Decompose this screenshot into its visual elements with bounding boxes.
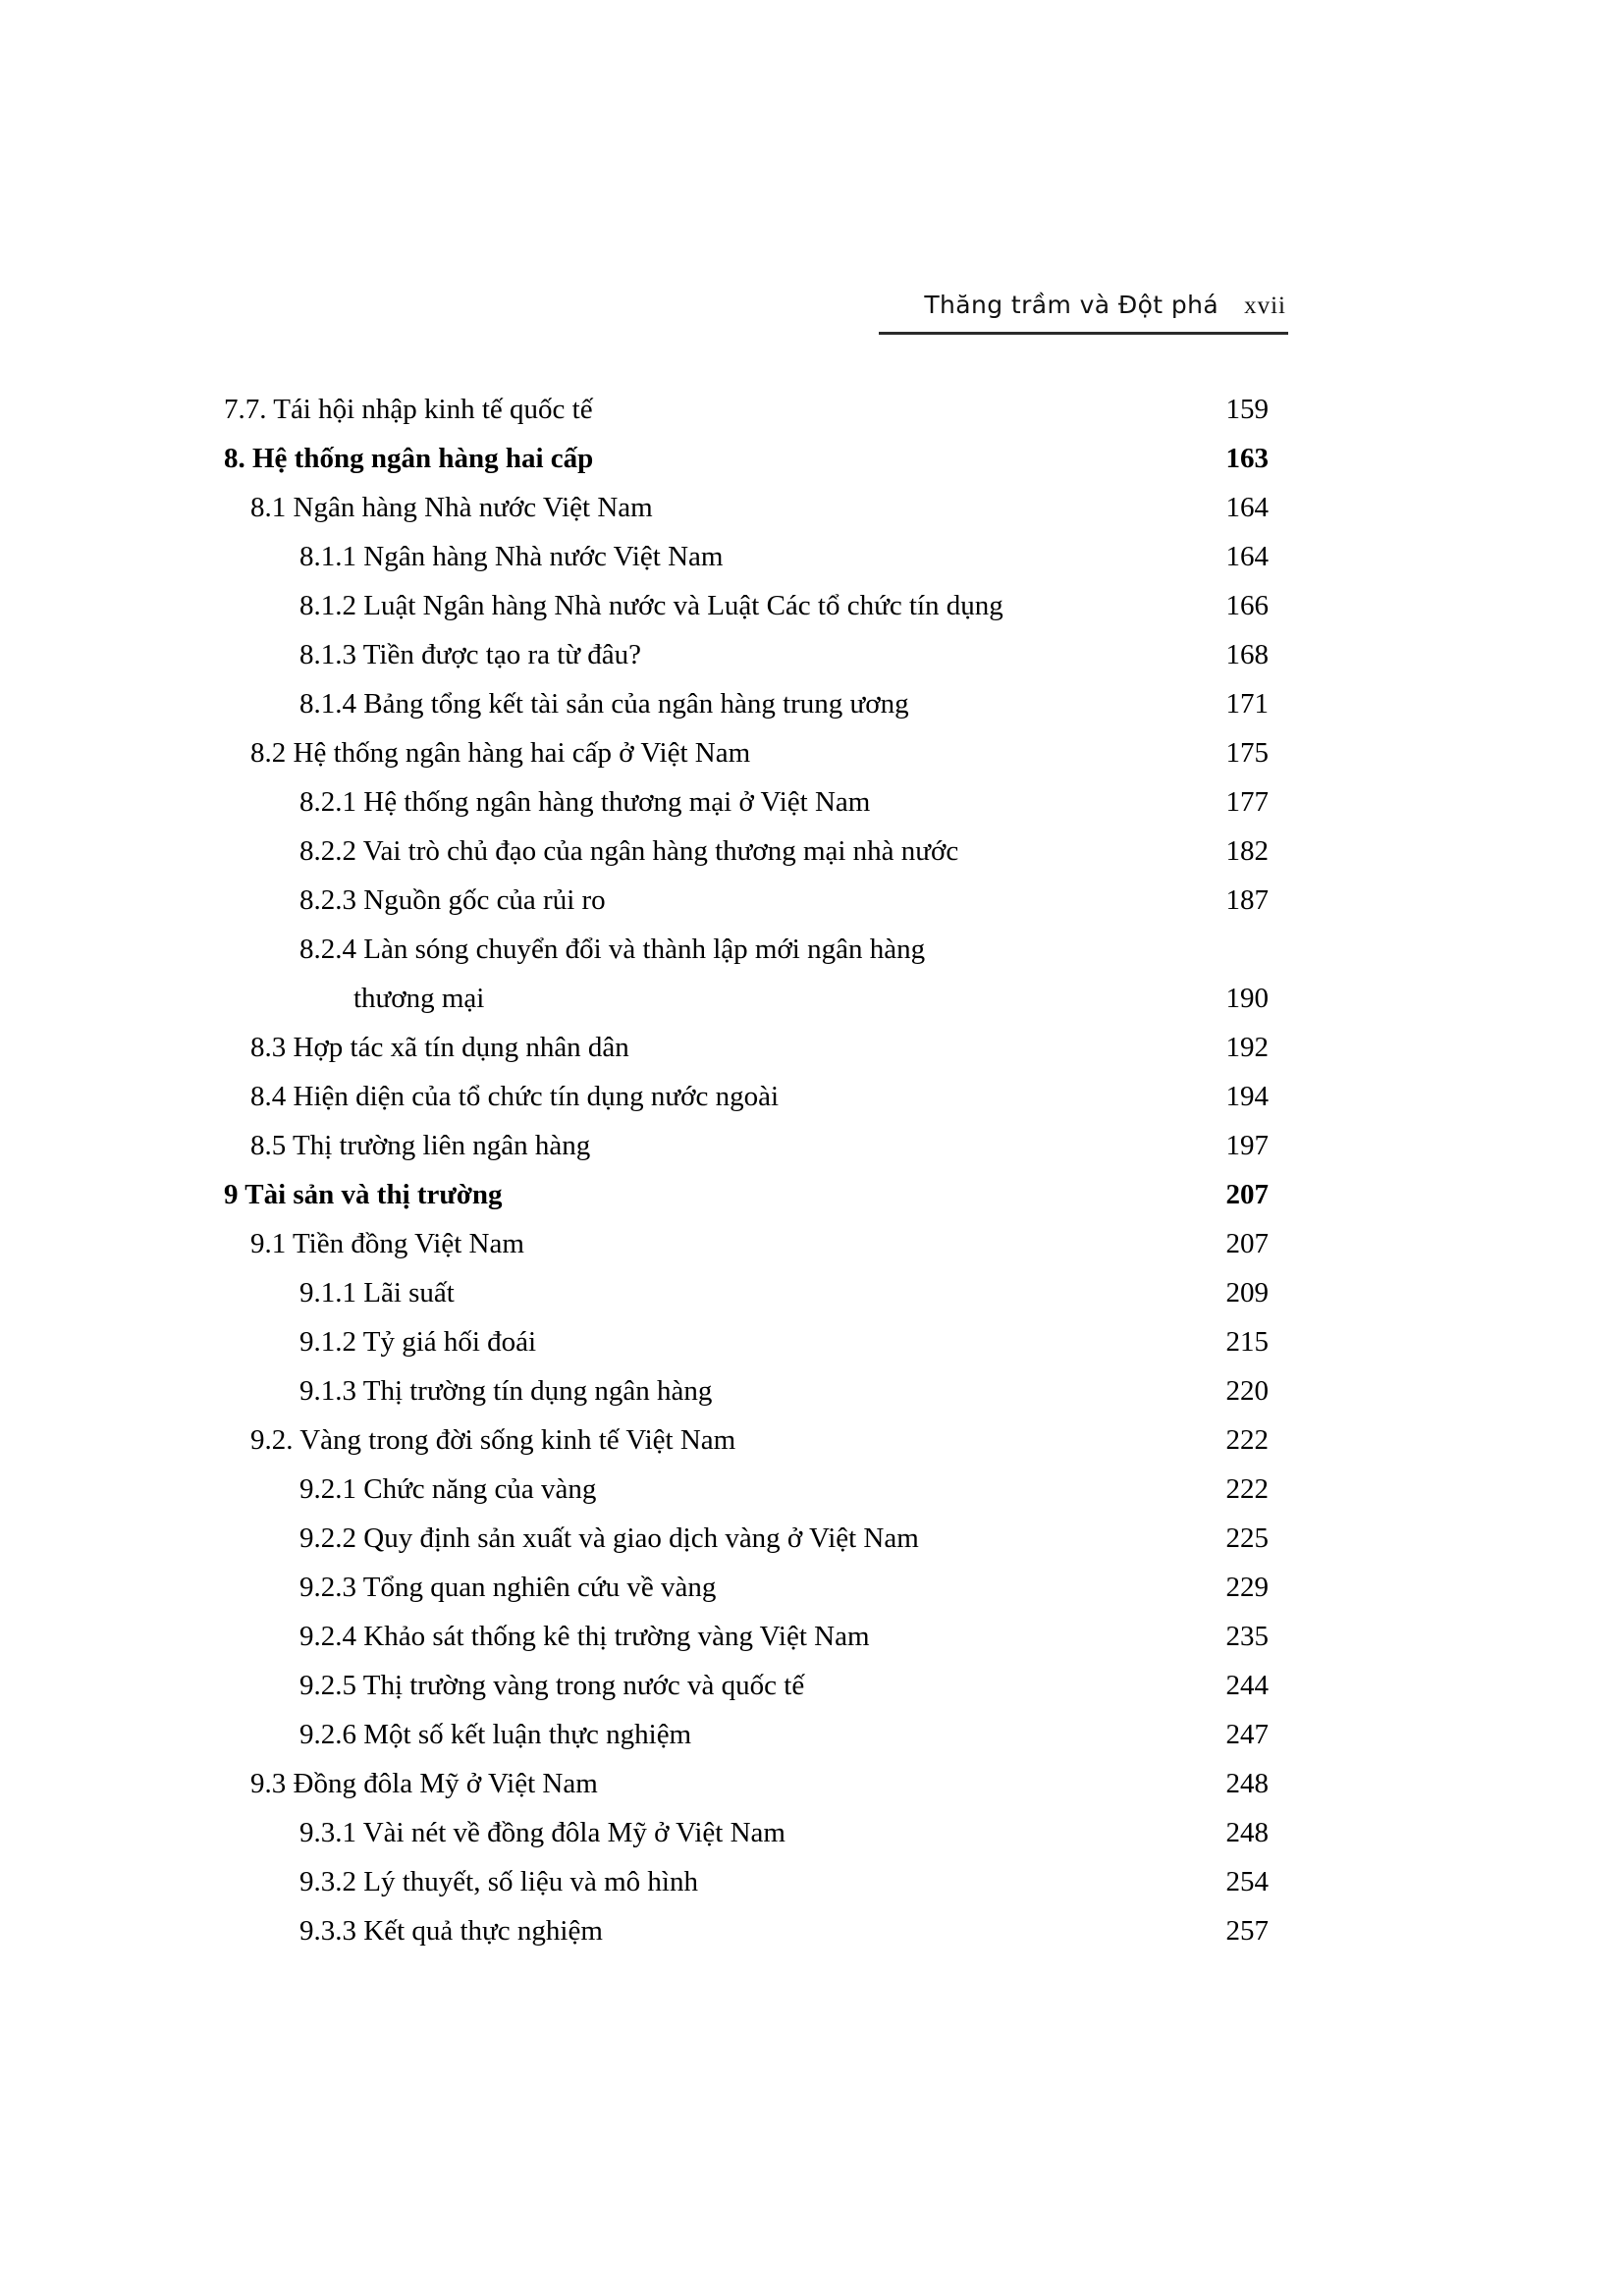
toc-entry-title: 9.2.5 Thị trường vàng trong nước và quốc tế — [299, 1670, 805, 1701]
toc-entry-title: 8.1.2 Luật Ngân hàng Nhà nước và Luật Các tổ chức tín dụng — [299, 590, 1003, 621]
toc-dot-leader — [533, 1224, 1190, 1253]
toc-entry-page-number: 175 — [1225, 737, 1269, 769]
toc-entry-page-number: 235 — [1225, 1621, 1269, 1652]
toc-dot-leader — [1003, 586, 1190, 614]
table-of-contents — [0, 385, 1624, 1955]
toc-entry[interactable] — [0, 1366, 1269, 1415]
toc-entry-title: 9 Tài sản và thị trường — [224, 1179, 503, 1210]
toc-dot-leader — [750, 733, 1190, 762]
toc-entry-title: 9.1 Tiền đồng Việt Nam — [250, 1228, 524, 1259]
toc-entry-page-number: 207 — [1225, 1228, 1269, 1259]
toc-entry[interactable] — [0, 1415, 1269, 1465]
toc-dot-leader — [593, 439, 1200, 467]
toc-dot-leader — [603, 1911, 1190, 1940]
toc-entry-title: 8.1.1 Ngân hàng Nhà nước Việt Nam — [299, 541, 724, 572]
toc-entry-page-number: 215 — [1225, 1326, 1269, 1358]
toc-entry[interactable] — [0, 1612, 1269, 1661]
toc-dot-leader — [879, 1617, 1201, 1645]
toc-entry-page-number: 164 — [1225, 541, 1269, 572]
toc-dot-leader — [605, 1469, 1190, 1498]
toc-entry-page-number: 166 — [1225, 590, 1269, 621]
toc-entry-title: thương mại — [353, 983, 485, 1014]
toc-entry[interactable] — [0, 434, 1269, 483]
toc-entry-page-number: 254 — [1225, 1866, 1269, 1897]
toc-entry-page-number: 190 — [1225, 983, 1269, 1014]
toc-entry[interactable] — [0, 1661, 1269, 1710]
toc-entry-page-number: 159 — [1225, 394, 1269, 425]
toc-entry-page-number: 247 — [1225, 1719, 1269, 1750]
toc-entry-page-number: 187 — [1225, 884, 1269, 916]
toc-entry[interactable] — [0, 876, 1269, 925]
toc-entry[interactable] — [0, 1121, 1269, 1170]
toc-entry[interactable] — [0, 532, 1269, 581]
toc-entry-title: 8.3 Hợp tác xã tín dụng nhân dân — [250, 1032, 629, 1063]
toc-entry-page-number: 248 — [1225, 1768, 1269, 1799]
toc-entry-page-number: 192 — [1225, 1032, 1269, 1063]
toc-dot-leader — [590, 1126, 1190, 1154]
toc-dot-leader — [698, 1862, 1190, 1891]
toc-entry[interactable] — [0, 483, 1269, 532]
toc-entry-title: 8.1 Ngân hàng Nhà nước Việt Nam — [250, 492, 653, 523]
toc-entry[interactable] — [0, 827, 1269, 876]
toc-dot-leader — [606, 881, 1190, 909]
toc-entry[interactable] — [0, 1465, 1269, 1514]
toc-entry-title: 9.3.1 Vài nét về đồng đôla Mỹ ở Việt Nam — [299, 1817, 785, 1848]
toc-entry[interactable] — [0, 1317, 1269, 1366]
toc-entry-title: 8. Hệ thống ngân hàng hai cấp — [224, 443, 594, 474]
toc-entry[interactable] — [0, 630, 1269, 679]
toc-entry[interactable] — [0, 1906, 1269, 1955]
toc-entry-page-number: 182 — [1225, 835, 1269, 867]
toc-entry-title: 9.1.3 Thị trường tín dụng ngân hàng — [299, 1375, 713, 1407]
toc-entry-page-number: 257 — [1225, 1915, 1269, 1947]
toc-entry-page-number: 168 — [1225, 639, 1269, 670]
toc-entry-page-number: 164 — [1225, 492, 1269, 523]
toc-dot-leader — [721, 1371, 1190, 1400]
toc-entry[interactable] — [0, 1759, 1269, 1808]
toc-entry-page-number: 225 — [1225, 1522, 1269, 1554]
toc-entry-title: 8.1.4 Bảng tổng kết tài sản của ngân hàng trung ương — [299, 688, 909, 720]
toc-entry-page-number: 197 — [1225, 1130, 1269, 1161]
toc-entry[interactable] — [0, 728, 1269, 777]
toc-entry[interactable] — [0, 1563, 1269, 1612]
toc-dot-leader — [794, 1813, 1190, 1842]
toc-entry-title: 9.1.1 Lãi suất — [299, 1277, 455, 1308]
toc-entry-title: 9.1.2 Tỷ giá hối đoái — [299, 1326, 537, 1358]
toc-dot-leader — [919, 1519, 1200, 1547]
toc-entry[interactable] — [0, 1808, 1269, 1857]
toc-entry-page-number: 220 — [1225, 1375, 1269, 1407]
toc-dot-leader — [879, 782, 1200, 811]
toc-entry-page-number: 207 — [1225, 1179, 1269, 1210]
toc-entry-title: 9.3.2 Lý thuyết, số liệu và mô hình — [299, 1866, 698, 1897]
toc-entry-page-number: 248 — [1225, 1817, 1269, 1848]
running-header — [879, 291, 1286, 320]
toc-dot-leader — [455, 1273, 1190, 1302]
toc-entry[interactable] — [0, 1170, 1269, 1219]
toc-entry-page-number: 222 — [1225, 1473, 1269, 1505]
toc-dot-leader — [804, 1666, 1190, 1694]
toc-entry-title: 9.3.3 Kết quả thực nghiệm — [299, 1915, 603, 1947]
toc-entry[interactable] — [0, 1219, 1269, 1268]
page-folio: xvii — [1244, 293, 1286, 319]
toc-dot-leader — [967, 831, 1200, 860]
toc-dot-leader — [593, 390, 1190, 418]
toc-dot-leader — [723, 537, 1190, 565]
toc-entry-title: 9.3 Đồng đôla Mỹ ở Việt Nam — [250, 1768, 598, 1799]
toc-entry-title: 8.2.2 Vai trò chủ đạo của ngân hàng thương mại nhà nước — [299, 835, 959, 867]
toc-dot-leader — [662, 488, 1190, 516]
toc-entry-page-number: 171 — [1225, 688, 1269, 720]
toc-dot-leader — [909, 684, 1190, 713]
toc-entry[interactable] — [0, 1072, 1269, 1121]
toc-entry-title: 8.4 Hiện diện của tổ chức tín dụng nước ngoài — [250, 1081, 780, 1112]
toc-entry[interactable] — [0, 1268, 1269, 1317]
toc-dot-leader — [735, 1420, 1190, 1449]
toc-entry-page-number: 244 — [1225, 1670, 1269, 1701]
toc-dot-leader — [484, 979, 1190, 1007]
toc-entry[interactable] — [0, 1514, 1269, 1563]
toc-entry[interactable] — [0, 1857, 1269, 1906]
toc-entry-page-number: 177 — [1225, 786, 1269, 818]
toc-dot-leader — [598, 1764, 1190, 1792]
toc-entry-title: 9.2.6 Một số kết luận thực nghiệm — [299, 1719, 692, 1750]
toc-entry-title: 8.2.1 Hệ thống ngân hàng thương mại ở Việt Nam — [299, 786, 871, 818]
toc-entry[interactable] — [0, 974, 1269, 1023]
toc-entry-page-number: 194 — [1225, 1081, 1269, 1112]
toc-entry[interactable] — [0, 777, 1269, 827]
toc-entry-page-number: 209 — [1225, 1277, 1269, 1308]
toc-dot-leader — [638, 1028, 1190, 1056]
toc-dot-leader — [641, 635, 1190, 664]
toc-entry-page-number: 163 — [1225, 443, 1269, 474]
toc-entry-title: 8.2.3 Nguồn gốc của rủi ro — [299, 884, 606, 916]
toc-entry[interactable] — [0, 925, 1269, 974]
header-book-title: Thăng trầm và Đột phá — [924, 291, 1219, 319]
header-rule — [879, 332, 1288, 335]
toc-dot-leader — [716, 1568, 1190, 1596]
toc-entry[interactable] — [0, 679, 1269, 728]
toc-entry-title: 8.2.4 Làn sóng chuyển đổi và thành lập mới ngân hàng — [299, 934, 926, 965]
toc-dot-leader — [503, 1175, 1200, 1203]
toc-entry-page-number: 229 — [1225, 1572, 1269, 1603]
toc-entry-page-number: 222 — [1225, 1424, 1269, 1456]
toc-entry[interactable] — [0, 1023, 1269, 1072]
toc-entry-title: 9.2. Vàng trong đời sống kinh tế Việt Nam — [250, 1424, 736, 1456]
toc-entry-title: 9.2.4 Khảo sát thống kê thị trường vàng Việt Nam — [299, 1621, 870, 1652]
toc-entry-title: 9.2.2 Quy định sản xuất và giao dịch vàng ở Việt Nam — [299, 1522, 919, 1554]
toc-entry[interactable] — [0, 581, 1269, 630]
toc-entry-title: 9.2.3 Tổng quan nghiên cứu về vàng — [299, 1572, 717, 1603]
toc-entry-title: 8.2 Hệ thống ngân hàng hai cấp ở Việt Nam — [250, 737, 751, 769]
toc-entry-title: 9.2.1 Chức năng của vàng — [299, 1473, 597, 1505]
toc-entry-title: 8.5 Thị trường liên ngân hàng — [250, 1130, 591, 1161]
toc-dot-leader — [536, 1322, 1190, 1351]
toc-entry[interactable] — [0, 1710, 1269, 1759]
toc-dot-leader — [691, 1715, 1190, 1743]
toc-entry[interactable] — [0, 385, 1269, 434]
toc-entry-title: 7.7. Tái hội nhập kinh tế quốc tế — [224, 394, 593, 425]
toc-entry-title: 8.1.3 Tiền được tạo ra từ đâu? — [299, 639, 641, 670]
toc-dot-leader — [779, 1077, 1190, 1105]
